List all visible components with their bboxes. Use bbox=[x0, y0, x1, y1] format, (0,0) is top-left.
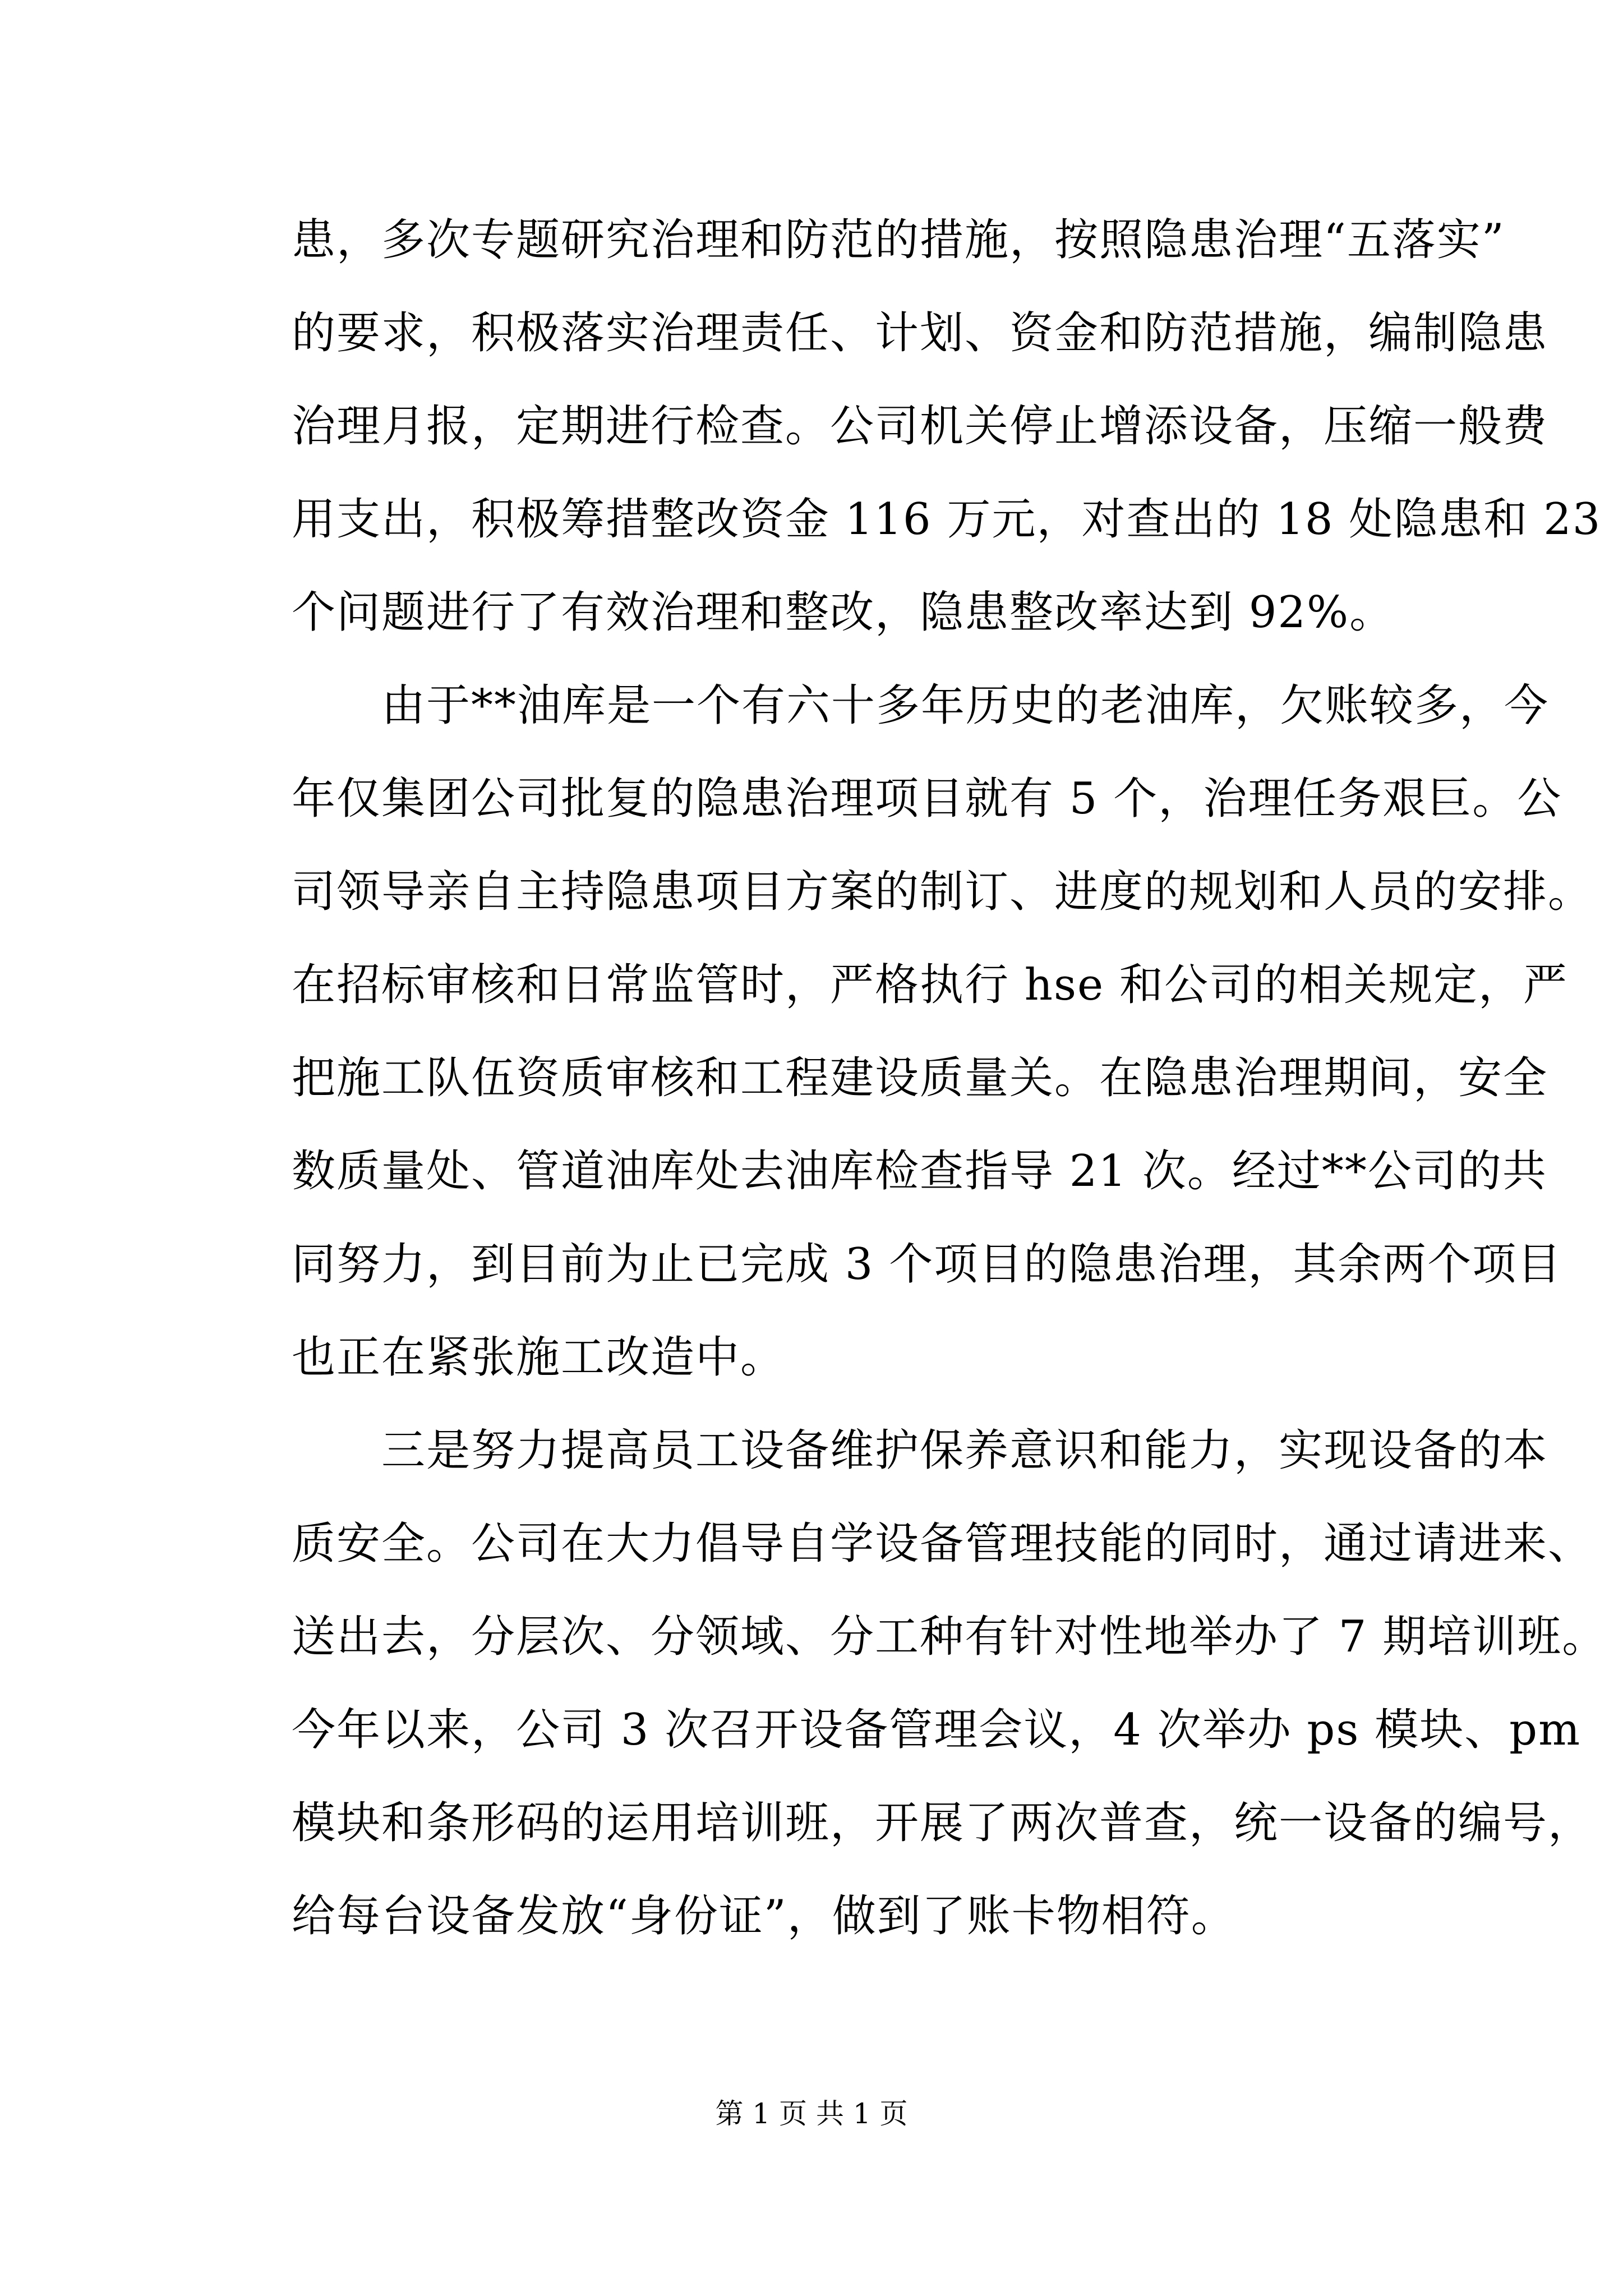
text-line: 个问题进行了有效治理和整改，隐患整改率达到 92%。 bbox=[292, 587, 1395, 638]
text-line: 送出去，分层次、分领域、分工种有针对性地举办了 7 期培训班。 bbox=[292, 1612, 1607, 1662]
page-number-footer: 第 1 页 共 1 页 bbox=[715, 2097, 908, 2130]
text-line: 用支出，积极筹措整改资金 116 万元，对查出的 18 处隐患和 23 bbox=[292, 494, 1602, 545]
text-line: 在招标审核和日常监管时，严格执行 hse 和公司的相关规定，严 bbox=[292, 960, 1569, 1010]
text-line: 年仅集团公司批复的隐患治理项目就有 5 个，治理任务艰巨。公 bbox=[292, 774, 1562, 824]
paragraph-start-line: 三是努力提高员工设备维护保养意识和能力，实现设备的本 bbox=[381, 1425, 1548, 1476]
text-line: 也正在紧张施工改造中。 bbox=[292, 1332, 786, 1383]
text-line: 同努力，到目前为止已完成 3 个项目的隐患治理，其余两个项目 bbox=[292, 1239, 1562, 1290]
document-body bbox=[292, 194, 1607, 1963]
text-line: 质安全。公司在大力倡导自学设备管理技能的同时，通过请进来、 bbox=[292, 1519, 1593, 1569]
paragraph-start-line: 由于**油库是一个有六十多年历史的老油库，欠账较多，今 bbox=[381, 680, 1550, 731]
text-line: 模块和条形码的运用培训班，开展了两次普查，统一设备的编号， bbox=[292, 1798, 1593, 1848]
text-line: 治理月报，定期进行检查。公司机关停止增添设备，压缩一般费 bbox=[292, 401, 1548, 452]
text-line: 给每台设备发放“身份证”，做到了账卡物相符。 bbox=[292, 1891, 1236, 1941]
text-line: 的要求，积极落实治理责任、计划、资金和防范措施，编制隐患 bbox=[292, 308, 1548, 358]
text-line: 把施工队伍资质审核和工程建设质量关。在隐患治理期间，安全 bbox=[292, 1053, 1548, 1103]
text-line: 数质量处、管道油库处去油库检查指导 21 次。经过**公司的共 bbox=[292, 1146, 1547, 1197]
text-line: 今年以来，公司 3 次召开设备管理会议，4 次举办 ps 模块、pm bbox=[292, 1705, 1581, 1755]
text-line: 患，多次专题研究治理和防范的措施，按照隐患治理“五落实” bbox=[292, 215, 1505, 265]
text-line: 司领导亲自主持隐患项目方案的制订、进度的规划和人员的安排。 bbox=[292, 867, 1593, 917]
